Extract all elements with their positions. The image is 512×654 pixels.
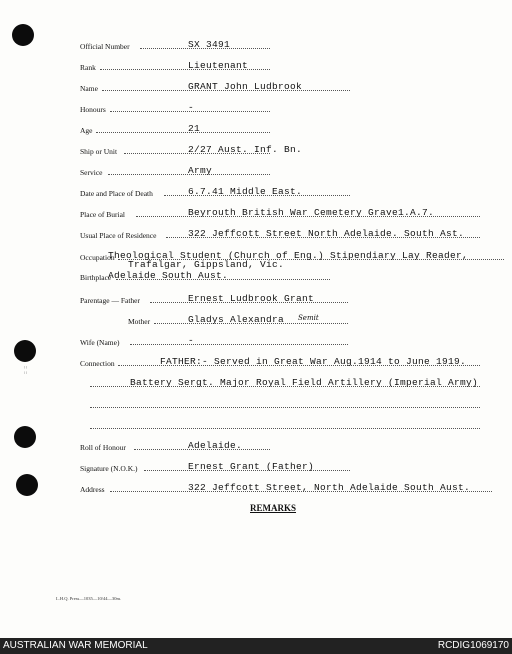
- blank-line: [80, 417, 480, 431]
- row-place-of-burial: [80, 205, 480, 219]
- row-parentage-father: [80, 291, 348, 305]
- rank-value: Lieutenant: [188, 60, 249, 71]
- name-label: Name: [80, 84, 98, 93]
- address-label: Address: [80, 485, 105, 494]
- footer-record-id: RCDIG1069170: [437, 640, 509, 651]
- service-value: Army: [188, 165, 213, 176]
- row-ship-or-unit: [80, 142, 303, 156]
- parentage-father-value: Ernest Ludbrook Grant: [188, 293, 315, 304]
- date-place-of-death-label: Date and Place of Death: [80, 189, 153, 198]
- roll-of-honour-label: Roll of Honour: [80, 443, 126, 452]
- row-roll-of-honour: [80, 438, 270, 452]
- parentage-mother-value: Gladys Alexandra: [188, 314, 285, 325]
- punch-hole: [14, 426, 36, 448]
- punch-hole: [12, 24, 34, 46]
- place-of-burial-label: Place of Burial: [80, 210, 125, 219]
- address-value: 322 Jeffcott Street, North Adelaide South Aust.: [188, 482, 471, 493]
- footer-source: AUSTRALIAN WAR MEMORIAL: [3, 640, 148, 651]
- row-birthplace: [80, 268, 330, 282]
- service-label: Service: [80, 168, 103, 177]
- row-signature: [80, 459, 350, 473]
- official-number-value: SX 3491: [188, 39, 231, 50]
- binding-mark: ¦¦: [24, 365, 28, 374]
- honours-value: -: [188, 102, 195, 113]
- row-connection: [80, 354, 480, 368]
- age-value: 21: [188, 123, 201, 134]
- age-label: Age: [80, 126, 93, 135]
- blank-line: [80, 396, 480, 410]
- birthplace-label: Birthplace: [80, 273, 112, 282]
- occupation-label: Occupation: [80, 253, 115, 262]
- honours-label: Honours: [80, 105, 106, 114]
- printer-note: L.H.Q. Press—1035—10/44—30m.: [56, 596, 122, 601]
- name-value: GRANT John Ludbrook: [188, 81, 303, 92]
- wife-label: Wife (Name): [80, 338, 120, 347]
- row-name: [80, 79, 350, 93]
- occupation-value: Theological Student (Church of Eng.) Stipendiary Lay Reader,: [108, 250, 469, 261]
- ship-or-unit-label: Ship or Unit: [80, 147, 118, 156]
- signature-label: Signature (N.O.K.): [80, 464, 138, 473]
- row-parentage-mother: [80, 312, 348, 326]
- place-of-burial-value: Beyrouth British War Cemetery Grave1.A.7.: [188, 207, 435, 218]
- row-honours: [80, 100, 270, 114]
- parentage-father-label: Parentage — Father: [80, 296, 140, 305]
- usual-residence-value: 322 Jeffcott Street North Adelaide. South Ast.: [188, 228, 465, 239]
- parentage-mother-handwritten: Semit: [298, 314, 319, 322]
- connection-value-line2: Battery Sergt. Major Royal Field Artillery (Imperial Army): [130, 377, 479, 388]
- date-place-of-death-value: 6.7.41 Middle East.: [188, 186, 303, 197]
- birthplace-value: Adelaide South Aust.: [108, 270, 229, 281]
- row-rank: [80, 58, 270, 72]
- remarks-heading: REMARKS: [250, 503, 297, 513]
- roll-of-honour-value: Adelaide.: [188, 440, 243, 451]
- row-connection-line2: [80, 375, 480, 389]
- occupation-value-line2: Trafalgar, Gippsland, Vic.: [128, 259, 285, 270]
- rank-label: Rank: [80, 63, 96, 72]
- row-wife: [80, 333, 348, 347]
- row-age: [80, 121, 270, 135]
- parentage-mother-label: Mother: [128, 317, 151, 326]
- ship-or-unit-value: 2/27 Aust. Inf. Bn.: [188, 144, 303, 155]
- punch-hole: [14, 340, 36, 362]
- connection-value: FATHER:- Served in Great War Aug.1914 to June 1919.: [160, 356, 467, 367]
- row-service: [80, 163, 270, 177]
- wife-value: -: [188, 335, 195, 346]
- row-address: [80, 480, 492, 494]
- usual-residence-label: Usual Place of Residence: [80, 231, 157, 240]
- row-official-number: [80, 37, 270, 51]
- archive-footer: [0, 638, 512, 654]
- punch-hole: [16, 474, 38, 496]
- signature-value: Ernest Grant (Father): [188, 461, 315, 472]
- official-number-label: Official Number: [80, 42, 130, 51]
- connection-label: Connection: [80, 359, 115, 368]
- row-date-place-of-death: [80, 184, 350, 198]
- row-usual-residence: [80, 226, 480, 240]
